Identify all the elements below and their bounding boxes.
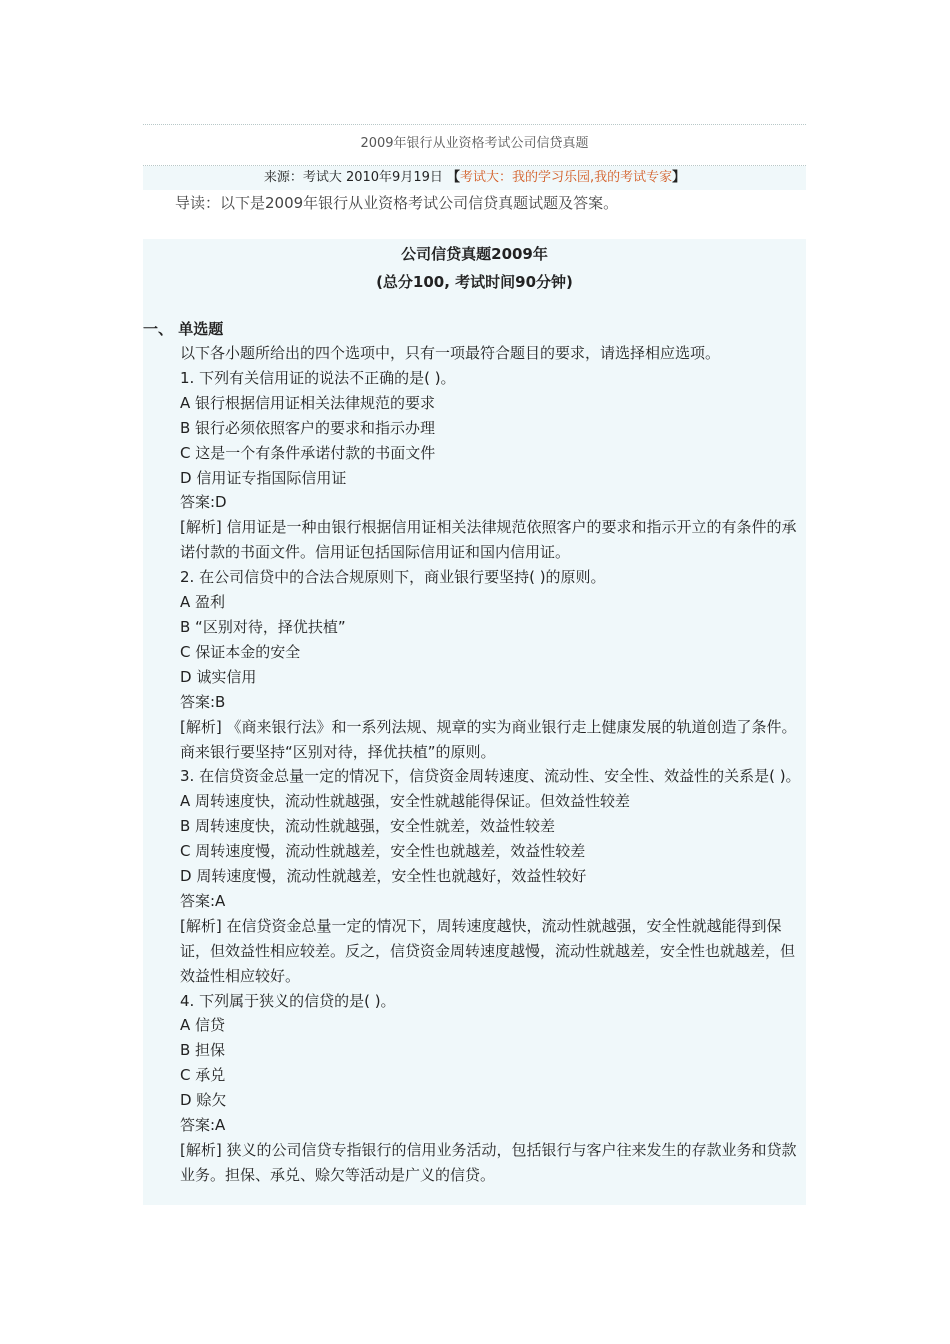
question-stem: 1. 下列有关信用证的说法不正确的是( )。 — [180, 368, 456, 387]
question-option: C 承兑 — [180, 1066, 226, 1085]
question-option: C 这是一个有条件承诺付款的书面文件 — [180, 443, 436, 462]
question-analysis: [解析] 信用证是一种由银行根据信用证相关法律规范依照客户的要求和指示开立的有条件的承诺付款的书面文件。信用证包括国际信用证和国内信用证。 — [180, 518, 797, 562]
article-title: 2009年银行从业资格考试公司信贷真题 — [360, 136, 589, 151]
bracket-close: 】 — [672, 170, 686, 185]
question-option: B 周转速度快，流动性就越强，安全性就差，效益性较差 — [180, 817, 556, 836]
document-page — [143, 0, 806, 1205]
question-option: A 信贷 — [180, 1016, 226, 1035]
top-divider — [143, 124, 806, 125]
lead-text: 导读：以下是2009年银行从业资格考试公司信贷真题试题及答案。 — [175, 194, 619, 212]
question-option: D 诚实信用 — [180, 667, 257, 686]
source-info: 来源：考试大 2010年9月19日 — [263, 170, 447, 185]
source-line — [143, 166, 806, 190]
question-option: A 银行根据信用证相关法律规范的要求 — [180, 393, 436, 412]
section-heading: 一、 单选题 — [143, 320, 224, 338]
question-option: B 担保 — [180, 1041, 226, 1060]
question-answer: 答案:A — [180, 1116, 226, 1135]
bracket-open: 【 — [447, 170, 461, 185]
question-option: B 银行必须依照客户的要求和指示办理 — [180, 418, 436, 437]
question-option: D 信用证专指国际信用证 — [180, 468, 347, 487]
question-stem: 3. 在信贷资金总量一定的情况下，信贷资金周转速度、流动性、安全性、效益性的关系是( )。 — [180, 767, 801, 786]
exam-content — [143, 239, 806, 1205]
source-link[interactable]: 考试大：我的学习乐园,我的考试专家 — [460, 170, 673, 185]
question-analysis: [解析] 狭义的公司信贷专指银行的信用业务活动，包括银行与客户往来发生的存款业务和贷款业务。担保、承兑、赊欠等活动是广义的信贷。 — [180, 1141, 797, 1184]
questions-body — [143, 341, 806, 1188]
question-option: A 周转速度快，流动性就越强，安全性就越能得保证。但效益性较差 — [180, 792, 631, 811]
question-answer: 答案:A — [180, 891, 226, 910]
question-option: A 盈利 — [180, 593, 226, 612]
exam-subtitle: (总分100, 考试时间90分钟) — [376, 273, 573, 291]
question-answer: 答案:B — [180, 692, 226, 711]
question-option: C 保证本金的安全 — [180, 642, 301, 661]
question-analysis: [解析] 《商来银行法》和一系列法规、规章的实为商业银行走上健康发展的轨道创造了条件。商来银行要坚持“区别对待，择优扶植”的原则。 — [180, 717, 797, 761]
question-stem: 4. 下列属于狭义的信贷的是( )。 — [180, 991, 396, 1010]
question-option: C 周转速度慢，流动性就越差，安全性也就越差，效益性较差 — [180, 842, 586, 861]
question-option: D 赊欠 — [180, 1091, 227, 1110]
question-answer: 答案:D — [180, 493, 227, 512]
question-stem: 2. 在公司信贷中的合法合规原则下，商业银行要坚持( )的原则。 — [180, 568, 606, 587]
exam-title: 公司信贷真题2009年 — [401, 245, 548, 263]
question-option: B “区别对待，择优扶植” — [180, 617, 346, 636]
question-option: D 周转速度慢，流动性就越差，安全性也就越好，效益性较好 — [180, 867, 587, 886]
question-analysis: [解析] 在信贷资金总量一定的情况下，周转速度越快，流动性就越强，安全性就越能得到保证，但效益性相应较差。反之，信贷资金周转速度越慢，流动性就越差，安全性也就越差，但效益性相应较好。 — [180, 916, 796, 985]
section-intro: 以下各小题所给出的四个选项中，只有一项最符合题目的要求，请选择相应选项。 — [180, 344, 721, 362]
